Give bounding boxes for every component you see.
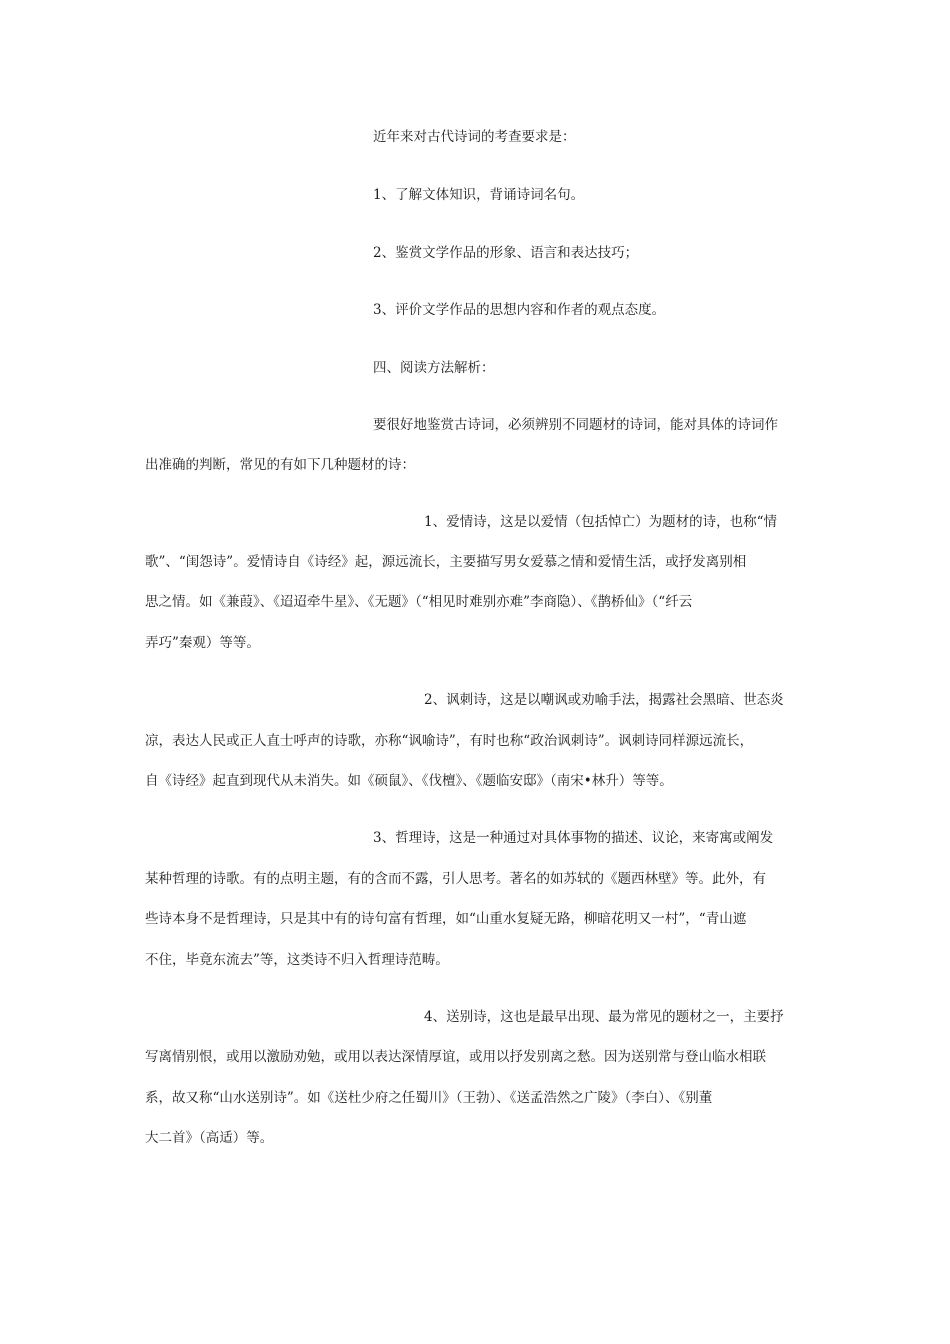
section-intro-line-1: 要很好地鉴赏古诗词，必须辨别不同题材的诗词，能对具体的诗词作 <box>373 417 778 433</box>
paragraph-2-line-2: 凉，表达人民或正人直士呼声的诗歌，亦称“讽喻诗”，有时也称“政治讽刺诗”。讽刺诗同样源远流长， <box>145 733 754 749</box>
paragraph-3-line-2: 某种哲理的诗歌。有的点明主题，有的含而不露，引人思考。著名的如苏轼的《题西林壁》等。此外，有 <box>145 871 766 887</box>
paragraph-1-line-1: 1、爱情诗，这是以爱情（包括悼亡）为题材的诗，也称“情 <box>424 514 777 530</box>
requirement-2: 2、鉴赏文学作品的形象、语言和表达技巧； <box>373 245 639 261</box>
paragraph-4-line-1: 4、送别诗，这也是最早出现、最为常见的题材之一，主要抒 <box>424 1009 784 1025</box>
paragraph-1-line-4: 弄巧”秦观）等等。 <box>145 635 260 651</box>
paragraph-2-line-3: 自《诗经》起直到现代从未消失。如《硕鼠》、《伐檀》、《题临安邸》（南宋•林升）等等。 <box>145 773 673 789</box>
paragraph-3-line-3: 些诗本身不是哲理诗，只是其中有的诗句富有哲理，如“山重水复疑无路，柳暗花明又一村”，“青山遮 <box>145 911 747 927</box>
paragraph-2-line-1: 2、讽刺诗，这是以嘲讽或劝喻手法，揭露社会黑暗、世态炎 <box>424 692 784 708</box>
paragraph-4-line-3: 系，故又称“山水送别诗”。如《送杜少府之任蜀川》（王勃）、《送孟浩然之广陵》（李白）、《别董 <box>145 1090 713 1106</box>
section-heading: 四、阅读方法解析： <box>373 360 495 376</box>
paragraph-4-line-4: 大二首》（高适）等。 <box>145 1130 274 1146</box>
requirement-3: 3、评价文学作品的思想内容和作者的观点态度。 <box>373 302 666 318</box>
requirement-1: 1、了解文体知识，背诵诗词名句。 <box>373 187 585 203</box>
intro-heading: 近年来对古代诗词的考查要求是： <box>373 129 576 145</box>
paragraph-1-line-2: 歌”、“闺怨诗”。爱情诗自《诗经》起，源远流长，主要描写男女爱慕之情和爱情生活，或抒发离别相 <box>145 554 747 570</box>
section-intro-line-2: 出准确的判断，常见的有如下几种题材的诗： <box>145 457 415 473</box>
paragraph-4-line-2: 写离情别恨，或用以激励劝勉，或用以表达深情厚谊，或用以抒发别离之愁。因为送别常与登山临水相联 <box>145 1049 766 1065</box>
paragraph-3-line-4: 不住，毕竟东流去”等，这类诗不归入哲理诗范畴。 <box>145 952 449 968</box>
paragraph-3-line-1: 3、哲理诗，这是一种通过对具体事物的描述、议论，来寄寓或阐发 <box>373 830 774 846</box>
paragraph-1-line-3: 思之情。如《兼葭》、《迢迢牵牛星》、《无题》（“相见时难别亦难”李商隐）、《鹊桥仙》（“纤云 <box>145 594 693 610</box>
